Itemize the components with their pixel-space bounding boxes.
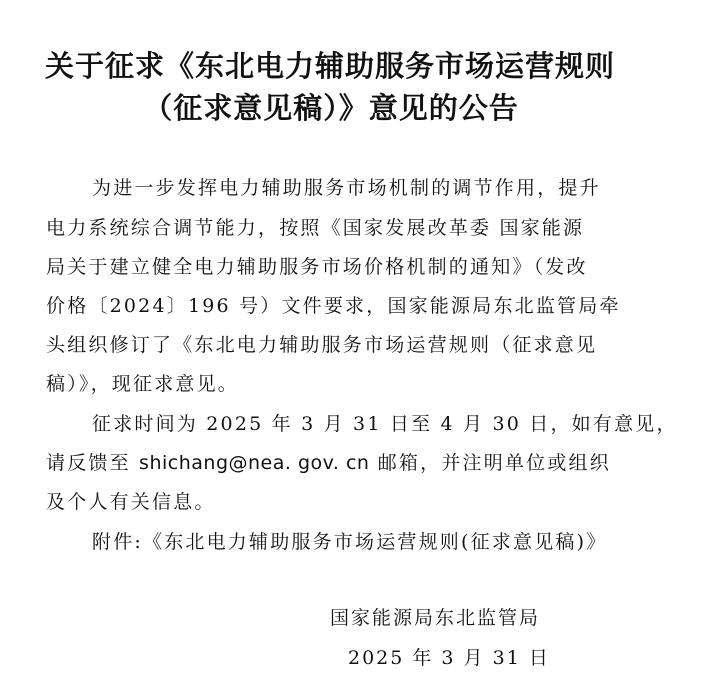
paragraph-intro-line-5: 头组织修订了《东北电力辅助服务市场运营规则（征求意见 bbox=[46, 334, 598, 356]
feedback-suffix: 邮箱，并注明单位或组织 bbox=[369, 452, 611, 474]
feedback-email[interactable]: shichang@nea. gov. cn bbox=[139, 452, 370, 474]
paragraph-intro-line-4: 价格〔2024〕196 号）文件要求，国家能源局东北监管局牵 bbox=[46, 295, 621, 317]
paragraph-intro-line-1: 为进一步发挥电力辅助服务市场机制的调节作用，提升 bbox=[92, 177, 601, 199]
feedback-prefix: 请反馈至 bbox=[46, 452, 140, 474]
paragraph-intro-line-2: 电力系统综合调节能力，按照《国家发展改革委 国家能源 bbox=[46, 217, 585, 239]
attachment-line[interactable]: 附件:《东北电力辅助服务市场运营规则(征求意见稿)》 bbox=[92, 531, 608, 553]
paragraph-intro-line-6: 稿）》，现征求意见。 bbox=[46, 373, 240, 395]
paragraph-deadline-line-1: 征求时间为 2025 年 3 月 31 日至 4 月 30 日，如有意见， bbox=[92, 413, 678, 435]
document-title-line-2: （征求意见稿）》意见的公告 bbox=[143, 91, 519, 125]
paragraph-deadline-line-3: 及个人有关信息。 bbox=[46, 491, 216, 513]
signature-organization: 国家能源局东北监管局 bbox=[330, 607, 541, 629]
paragraph-deadline-line-2 bbox=[46, 445, 611, 481]
paragraph-intro-line-3: 局关于建立健全电力辅助服务市场价格机制的通知》（发改 bbox=[46, 256, 588, 278]
document-title-line-1: 关于征求《东北电力辅助服务市场运营规则 bbox=[44, 49, 615, 83]
signature-date: 2025 年 3 月 31 日 bbox=[348, 647, 550, 669]
